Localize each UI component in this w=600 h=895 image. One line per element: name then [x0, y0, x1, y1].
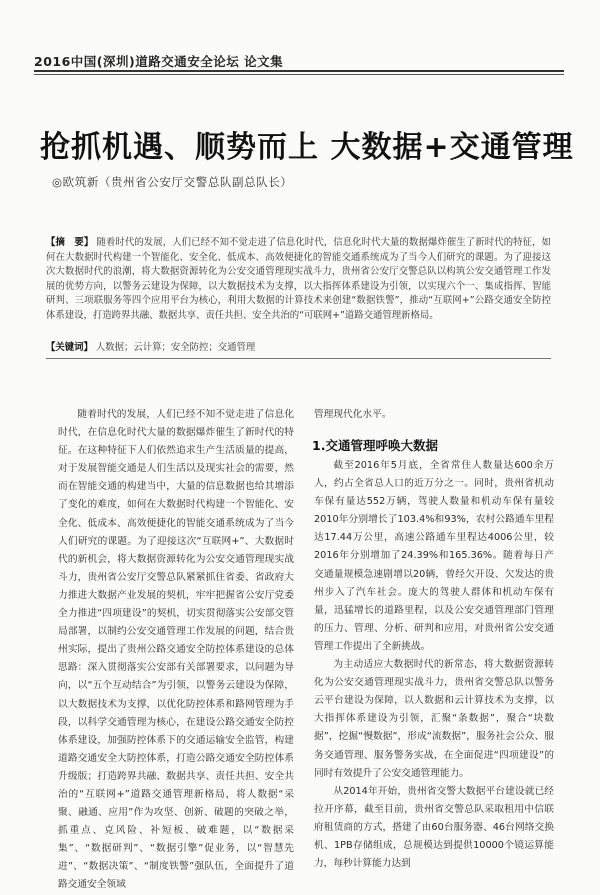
header-rule-thin — [34, 74, 564, 75]
abstract-text: 随着时代的发展，人们已经不知不觉走进了信息化时代，信息化时代大量的数据爆炸催生了新时代的特征，如何在大数据时代构建一个智能化、安全化、低成本、高效便捷化的智能交通系统成为了当今人们研究的课题。为了迎接这次大数据时代的浪潮，将大数据资源转化为公安交通管理现实战斗力，贵州省公安厅交警总队以构筑公安交通管理工作发展的优势方向，以警务云建设为保障，以大数据技术为支撑，以大指挥体系建设为引领，以实现六个一、集成指挥、智能研判、三项联服务等四个应用平台为核心，利用大数据的计算技术来创建“数据铁警”，推动“互联网+”公路交通安全防控体系建设，打造跨界共融、数据共享、责任共担、安全共治的“可联网+”道路交通管理新格局。 — [46, 237, 551, 321]
body-left-column — [58, 406, 294, 895]
keywords-label: 【关键词】 — [46, 342, 93, 353]
abstract-divider — [46, 358, 551, 359]
running-header: 2016中国(深圳)道路交通安全论坛 论文集 — [34, 54, 284, 69]
section-title: 1.交通管理呼唤大数据 — [312, 438, 438, 453]
body-paragraph: 为主动适应大数据时代的新常态，将大数据资源转化为公安交通管理现实战斗力，贵州省交警总队以警务云平台建设为保障，以人数据和云计算技术为支撑，以大指挥体系建设为引领，汇聚“条数据”，聚合“块数据”，挖掘“慢数据”，形成“流数据”，服务社会公众、服务交通管理、服务警务实战，在全面促进“四项建设”的同时有效提升了公安交通管理能力。 — [314, 659, 554, 779]
body-right-column — [314, 457, 554, 873]
body-right-lead: 管理现代化水平。 — [314, 409, 392, 420]
keywords-text: 人数据；云计算；安全防控；交通管理 — [95, 342, 256, 353]
header-rule — [34, 70, 564, 72]
body-paragraph: 从2014年开始，贵州省交警大数据平台建设就已经拉开序幕，截至目前，贵州省交警总队采取租用中信联府租赁商的方式，搭建了由60台服务器、46台网络交换机、1PB存储组成，总规模达到提供10000个镜运算能力，每秒计算能力达到 — [314, 785, 554, 870]
article-author: ◎欧筑新（贵州省公安厅交警总队副总队长） — [52, 175, 293, 189]
keywords — [46, 339, 551, 353]
body-paragraph: 截至2016年5月底，全省常住人数量达600余万人，约占全省总人口的近万分之一。同时，贵州省机动车保有量达552万辆，驾驶人数量和机动车保有量较2010年分别增长了103.4%和93%，农村公路通车里程达17.44万公里，高速公路通车里程达4006公里，较2016年分别增加了24.39%和165.36%。随着每日产交通量规模急速剧增以20辆，曾经欠开设、欠发达的贵州步入了汽车社会。庞大的驾驶人群体和机动车保有量，迅猛增长的道路里程，以及公安交通管理部门管理的压力、管理、分析、研判和应用，对贵州省公安交通管理工作提出了全新挑战。 — [314, 460, 554, 652]
body-paragraph: 随着时代的发展，人们已经不知不觉走进了信息化时代，在信息化时代大量的数据爆炸催生了新时代的特征。在这种特征下人们依然追求生产生活质量的提高，对于发展智能交通是人们生活以及现实社会的需要，然而在智能交通的构建当中，大量的信息数据也给其增添了变化的难度，如何在大数据时代构建一个智能化、安全化、低成本、高效便捷化的智能交通系统成为了当今人们研究的课题。为了迎接这次“互联网+”、大数据时代的新机会，将大数据资源转化为公安交通管理现实战斗力，贵州省公安厅交警总队紧紧抓住省委、省政府大力推进大数据产业发展的契机，牢牢把握省公安厅党委全力推进“四项建设”的契机，切实贯彻落实公安部交管局部署，以制约公安交通管理工作发展的问题，结合贵州实际，提出了贵州公路交通安全防控体系建设的总体思路：深入贯彻落实公安部有关部署要求，以问题为导向，以“五个互动结合”为引领，以警务云建设为保障，以大数据技术为支撑，以优化防控体系和路网管理为手段，以科学交通管理为核心，在建设公路交通安全防控体系建设，加强防控体系下的交通运输安全监管，构建道路交通安全大防控体系，打造公路交通安全防控体系升级版；打造跨界共融、数据共享、责任共担、安全共治的“互联网+”道路交通管理新格局，将人数据“采聚、融通、应用”作为攻坚、创新、破题的突破之举，抓重点、克风险、补短板、破难题，以“数据采集”、“数据研判”、“数据引擎”促业务，以“智慧先进”、“数据决策”、“制度铁警”强队伍，全面提升了道路交通安全领域 — [58, 409, 294, 891]
article-title: 抢抓机遇、顺势而上 大数据+交通管理 — [40, 130, 574, 165]
abstract — [46, 236, 551, 324]
abstract-label: 【摘 要】 — [46, 237, 94, 248]
